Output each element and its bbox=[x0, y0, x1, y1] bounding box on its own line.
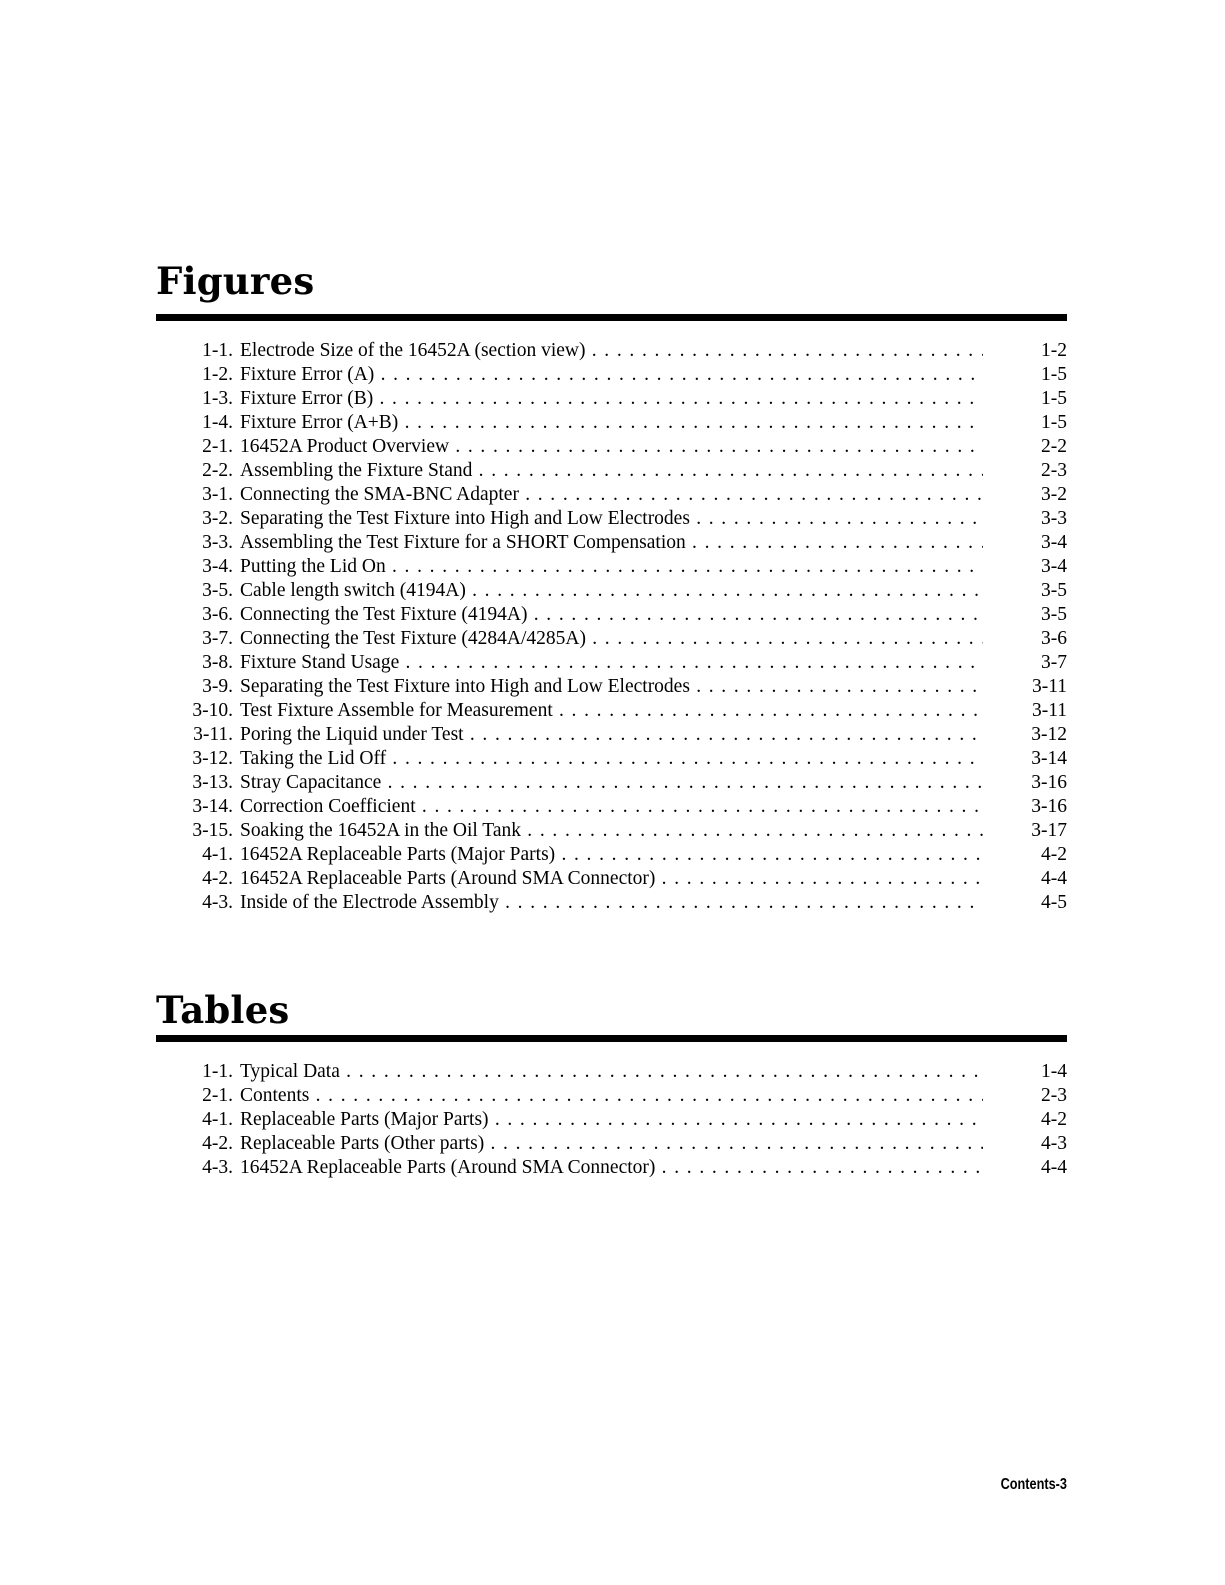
figure-entry[interactable] bbox=[160, 507, 1067, 531]
figure-entry[interactable] bbox=[160, 459, 1067, 483]
entry-title: Replaceable Parts (Major Parts) . . . bbox=[240, 1108, 983, 1132]
entry-title: Fixture Stand Usage . . . bbox=[240, 651, 983, 675]
figure-entry[interactable] bbox=[160, 795, 1067, 819]
entry-title: 16452A Replaceable Parts (Around SMA Connector) . . . bbox=[240, 1156, 983, 1180]
entry-title: Putting the Lid On . . . bbox=[240, 555, 983, 579]
entry-number: 2-1. bbox=[202, 436, 233, 457]
entry-title: Fixture Error (A+B) . . . bbox=[240, 411, 983, 435]
entry-title: Connecting the SMA-BNC Adapter . . . bbox=[240, 483, 983, 507]
figure-entry[interactable] bbox=[160, 819, 1067, 843]
entry-number: 1-1. bbox=[202, 340, 233, 361]
entry-page: 4-4 bbox=[997, 867, 1067, 891]
tables-rule bbox=[156, 1035, 1067, 1042]
entry-number: 3-2. bbox=[202, 508, 233, 529]
entry-title: Contents . . . bbox=[240, 1084, 983, 1108]
figure-entry[interactable] bbox=[160, 555, 1067, 579]
entry-page: 3-3 bbox=[997, 507, 1067, 531]
entry-page: 3-11 bbox=[997, 675, 1067, 699]
entry-page: 3-12 bbox=[997, 723, 1067, 747]
table-entry[interactable] bbox=[160, 1084, 1067, 1108]
entry-title: 16452A Product Overview . . . bbox=[240, 435, 983, 459]
entry-title: Correction Coefficient . . . bbox=[240, 795, 983, 819]
entry-page: 4-4 bbox=[997, 1156, 1067, 1180]
figure-entry[interactable] bbox=[160, 891, 1067, 915]
entry-number: 4-1. bbox=[202, 844, 233, 865]
entry-number: 1-1. bbox=[202, 1061, 233, 1082]
entry-page: 3-7 bbox=[997, 651, 1067, 675]
entry-page: 3-5 bbox=[997, 603, 1067, 627]
entry-title: Typical Data . . . bbox=[240, 1060, 983, 1084]
entry-title: Separating the Test Fixture into High and Low Electrodes . . . bbox=[240, 507, 983, 531]
figure-entry[interactable] bbox=[160, 339, 1067, 363]
figures-rule bbox=[156, 314, 1067, 321]
figure-entry[interactable] bbox=[160, 867, 1067, 891]
entry-number: 3-3. bbox=[202, 532, 233, 553]
entry-number: 4-2. bbox=[202, 1133, 233, 1154]
entry-page: 3-4 bbox=[997, 531, 1067, 555]
entry-number: 3-4. bbox=[202, 556, 233, 577]
entry-number: 2-2. bbox=[202, 460, 233, 481]
entry-title: Fixture Error (A) . . . bbox=[240, 363, 983, 387]
entry-title: Stray Capacitance . . . bbox=[240, 771, 983, 795]
entry-page: 1-5 bbox=[997, 411, 1067, 435]
entry-number: 4-3. bbox=[202, 892, 233, 913]
entry-page: 1-5 bbox=[997, 387, 1067, 411]
figure-entry[interactable] bbox=[160, 603, 1067, 627]
tables-heading: Tables bbox=[156, 988, 290, 1032]
entry-number: 3-8. bbox=[202, 652, 233, 673]
entry-page: 2-3 bbox=[997, 459, 1067, 483]
entry-title: Assembling the Fixture Stand . . . bbox=[240, 459, 983, 483]
entry-page: 4-2 bbox=[997, 1108, 1067, 1132]
entry-page: 4-5 bbox=[997, 891, 1067, 915]
entry-title: Cable length switch (4194A) . . . bbox=[240, 579, 983, 603]
entry-title: Separating the Test Fixture into High and Low Electrodes . . . bbox=[240, 675, 983, 699]
entry-page: 4-3 bbox=[997, 1132, 1067, 1156]
entry-page: 3-17 bbox=[997, 819, 1067, 843]
entry-title: Connecting the Test Fixture (4284A/4285A) . . . bbox=[240, 627, 983, 651]
entry-number: 4-1. bbox=[202, 1109, 233, 1130]
entry-number: 3-10. bbox=[192, 700, 233, 721]
figure-entry[interactable] bbox=[160, 387, 1067, 411]
entry-number: 3-14. bbox=[192, 796, 233, 817]
figure-entry[interactable] bbox=[160, 747, 1067, 771]
entry-page: 1-4 bbox=[997, 1060, 1067, 1084]
figures-heading: Figures bbox=[156, 259, 315, 303]
figure-entry[interactable] bbox=[160, 675, 1067, 699]
entry-title: Inside of the Electrode Assembly . . . bbox=[240, 891, 983, 915]
figure-entry[interactable] bbox=[160, 699, 1067, 723]
entry-page: 3-5 bbox=[997, 579, 1067, 603]
entry-title: 16452A Replaceable Parts (Around SMA Connector) . . . bbox=[240, 867, 983, 891]
figure-entry[interactable] bbox=[160, 411, 1067, 435]
entry-number: 3-13. bbox=[192, 772, 233, 793]
entry-title: Assembling the Test Fixture for a SHORT Compensation . . . bbox=[240, 531, 983, 555]
entry-number: 2-1. bbox=[202, 1085, 233, 1106]
entry-title: Electrode Size of the 16452A (section view) . . . bbox=[240, 339, 983, 363]
entry-number: 1-4. bbox=[202, 412, 233, 433]
figure-entry[interactable] bbox=[160, 531, 1067, 555]
entry-title: Poring the Liquid under Test . . . bbox=[240, 723, 983, 747]
entry-title: Soaking the 16452A in the Oil Tank . . . bbox=[240, 819, 983, 843]
table-entry[interactable] bbox=[160, 1108, 1067, 1132]
entry-page: 2-2 bbox=[997, 435, 1067, 459]
figure-entry[interactable] bbox=[160, 363, 1067, 387]
figure-entry[interactable] bbox=[160, 651, 1067, 675]
entry-number: 3-1. bbox=[202, 484, 233, 505]
entry-number: 3-11. bbox=[193, 724, 233, 745]
entry-number: 3-5. bbox=[202, 580, 233, 601]
entry-number: 3-15. bbox=[192, 820, 233, 841]
entry-number: 1-2. bbox=[202, 364, 233, 385]
entry-number: 4-2. bbox=[202, 868, 233, 889]
entry-page: 1-2 bbox=[997, 339, 1067, 363]
entry-page: 3-16 bbox=[997, 795, 1067, 819]
entry-page: 4-2 bbox=[997, 843, 1067, 867]
figure-entry[interactable] bbox=[160, 771, 1067, 795]
entry-title: 16452A Replaceable Parts (Major Parts) . . . bbox=[240, 843, 983, 867]
page-folio: Contents-3 bbox=[1000, 1476, 1067, 1493]
entry-number: 4-3. bbox=[202, 1157, 233, 1178]
table-entry[interactable] bbox=[160, 1132, 1067, 1156]
figures-list bbox=[160, 339, 1067, 915]
entry-page: 3-14 bbox=[997, 747, 1067, 771]
entry-title: Fixture Error (B) . . . bbox=[240, 387, 983, 411]
figure-entry[interactable] bbox=[160, 435, 1067, 459]
entry-page: 3-11 bbox=[997, 699, 1067, 723]
entry-title: Connecting the Test Fixture (4194A) . . . bbox=[240, 603, 983, 627]
entry-number: 3-6. bbox=[202, 604, 233, 625]
entry-page: 3-6 bbox=[997, 627, 1067, 651]
figure-entry[interactable] bbox=[160, 627, 1067, 651]
table-entry[interactable] bbox=[160, 1156, 1067, 1180]
entry-page: 2-3 bbox=[997, 1084, 1067, 1108]
entry-page: 1-5 bbox=[997, 363, 1067, 387]
entry-page: 3-4 bbox=[997, 555, 1067, 579]
entry-number: 1-3. bbox=[202, 388, 233, 409]
figure-entry[interactable] bbox=[160, 483, 1067, 507]
entry-number: 3-12. bbox=[192, 748, 233, 769]
figure-entry[interactable] bbox=[160, 843, 1067, 867]
tables-list bbox=[160, 1060, 1067, 1180]
entry-title: Test Fixture Assemble for Measurement . . . bbox=[240, 699, 983, 723]
figure-entry[interactable] bbox=[160, 723, 1067, 747]
entry-page: 3-16 bbox=[997, 771, 1067, 795]
entry-page: 3-2 bbox=[997, 483, 1067, 507]
entry-number: 3-9. bbox=[202, 676, 233, 697]
entry-number: 3-7. bbox=[202, 628, 233, 649]
table-entry[interactable] bbox=[160, 1060, 1067, 1084]
entry-title: Taking the Lid Off . . . bbox=[240, 747, 983, 771]
figure-entry[interactable] bbox=[160, 579, 1067, 603]
entry-title: Replaceable Parts (Other parts) . . . bbox=[240, 1132, 983, 1156]
